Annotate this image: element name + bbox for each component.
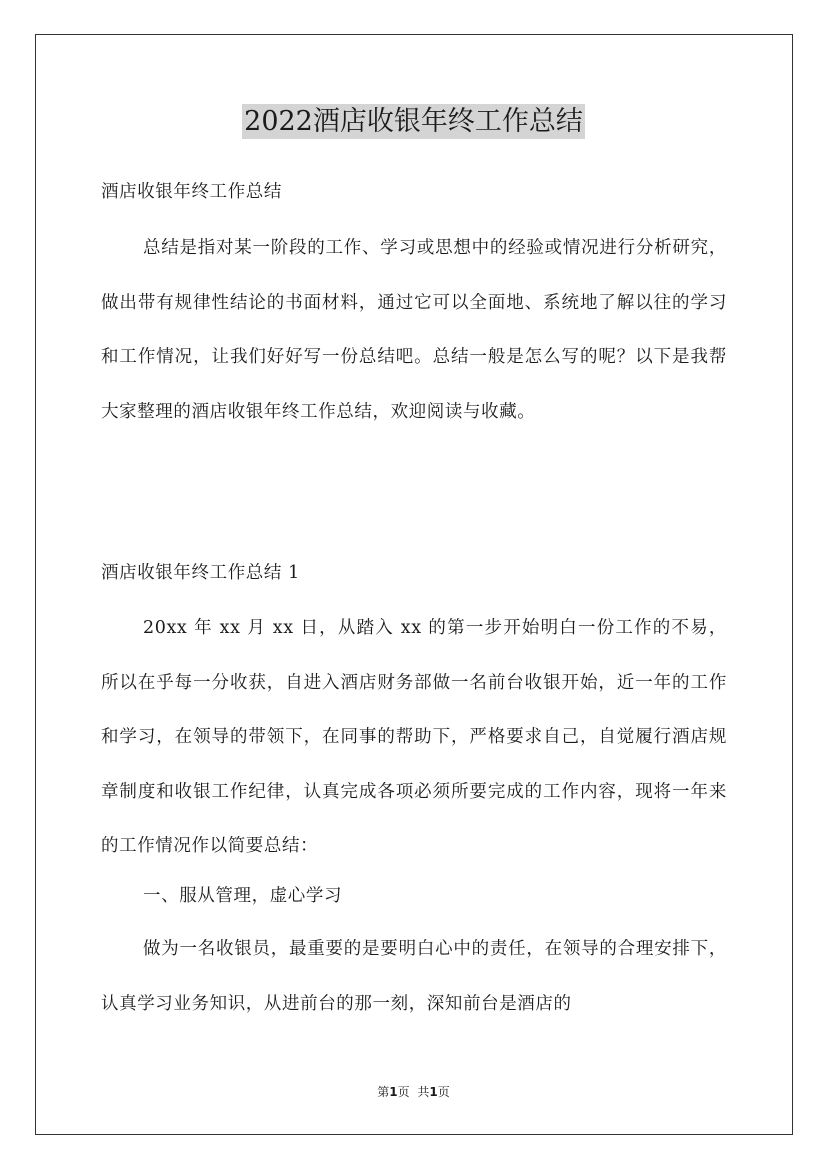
point-heading: 一、服从管理，虚心学习	[143, 886, 343, 906]
document-title	[0, 100, 827, 144]
document-subtitle: 酒店收银年终工作总结	[101, 182, 282, 202]
section-heading: 酒店收银年终工作总结 1	[101, 563, 300, 583]
footer-total-suffix: 页	[437, 1085, 450, 1099]
point-block	[101, 922, 727, 1031]
page-footer	[0, 1083, 827, 1100]
section-paragraph: 20xx 年 xx 月 xx 日，从踏入 xx 的第一步开始明白一份工作的不易，所以在乎每一分收获，自进入酒店财务部做一名前台收银开始，近一年的工作和学习，在领导的带领下，在同事的帮助下，严格要求自己，自觉履行酒店规章制度和收银工作纪律，认真完成各项必须所要完成的工作内容，现将一年来的工作情况作以简要总结：	[101, 618, 727, 856]
intro-paragraph: 总结是指对某一阶段的工作、学习或思想中的经验或情况进行分析研究，做出带有规律性结论的书面材料，通过它可以全面地、系统地了解以往的学习和工作情况，让我们好好写一份总结吧。总结一般是怎么写的呢？以下是我帮大家整理的酒店收银年终工作总结，欢迎阅读与收藏。	[101, 238, 727, 422]
footer-total-prefix: 共	[417, 1085, 430, 1099]
document-title-text: 2022酒店收银年终工作总结	[244, 106, 583, 137]
footer-total-number: 1	[429, 1085, 438, 1099]
footer-page-suffix: 页	[397, 1085, 410, 1099]
intro-block	[101, 221, 727, 439]
footer-page-prefix: 第	[377, 1085, 390, 1099]
footer-page-number: 1	[389, 1085, 398, 1099]
section-block	[101, 601, 727, 874]
point-paragraph: 做为一名收银员，最重要的是要明白心中的责任，在领导的合理安排下，认真学习业务知识，从进前台的那一刻，深知前台是酒店的	[101, 939, 727, 1014]
